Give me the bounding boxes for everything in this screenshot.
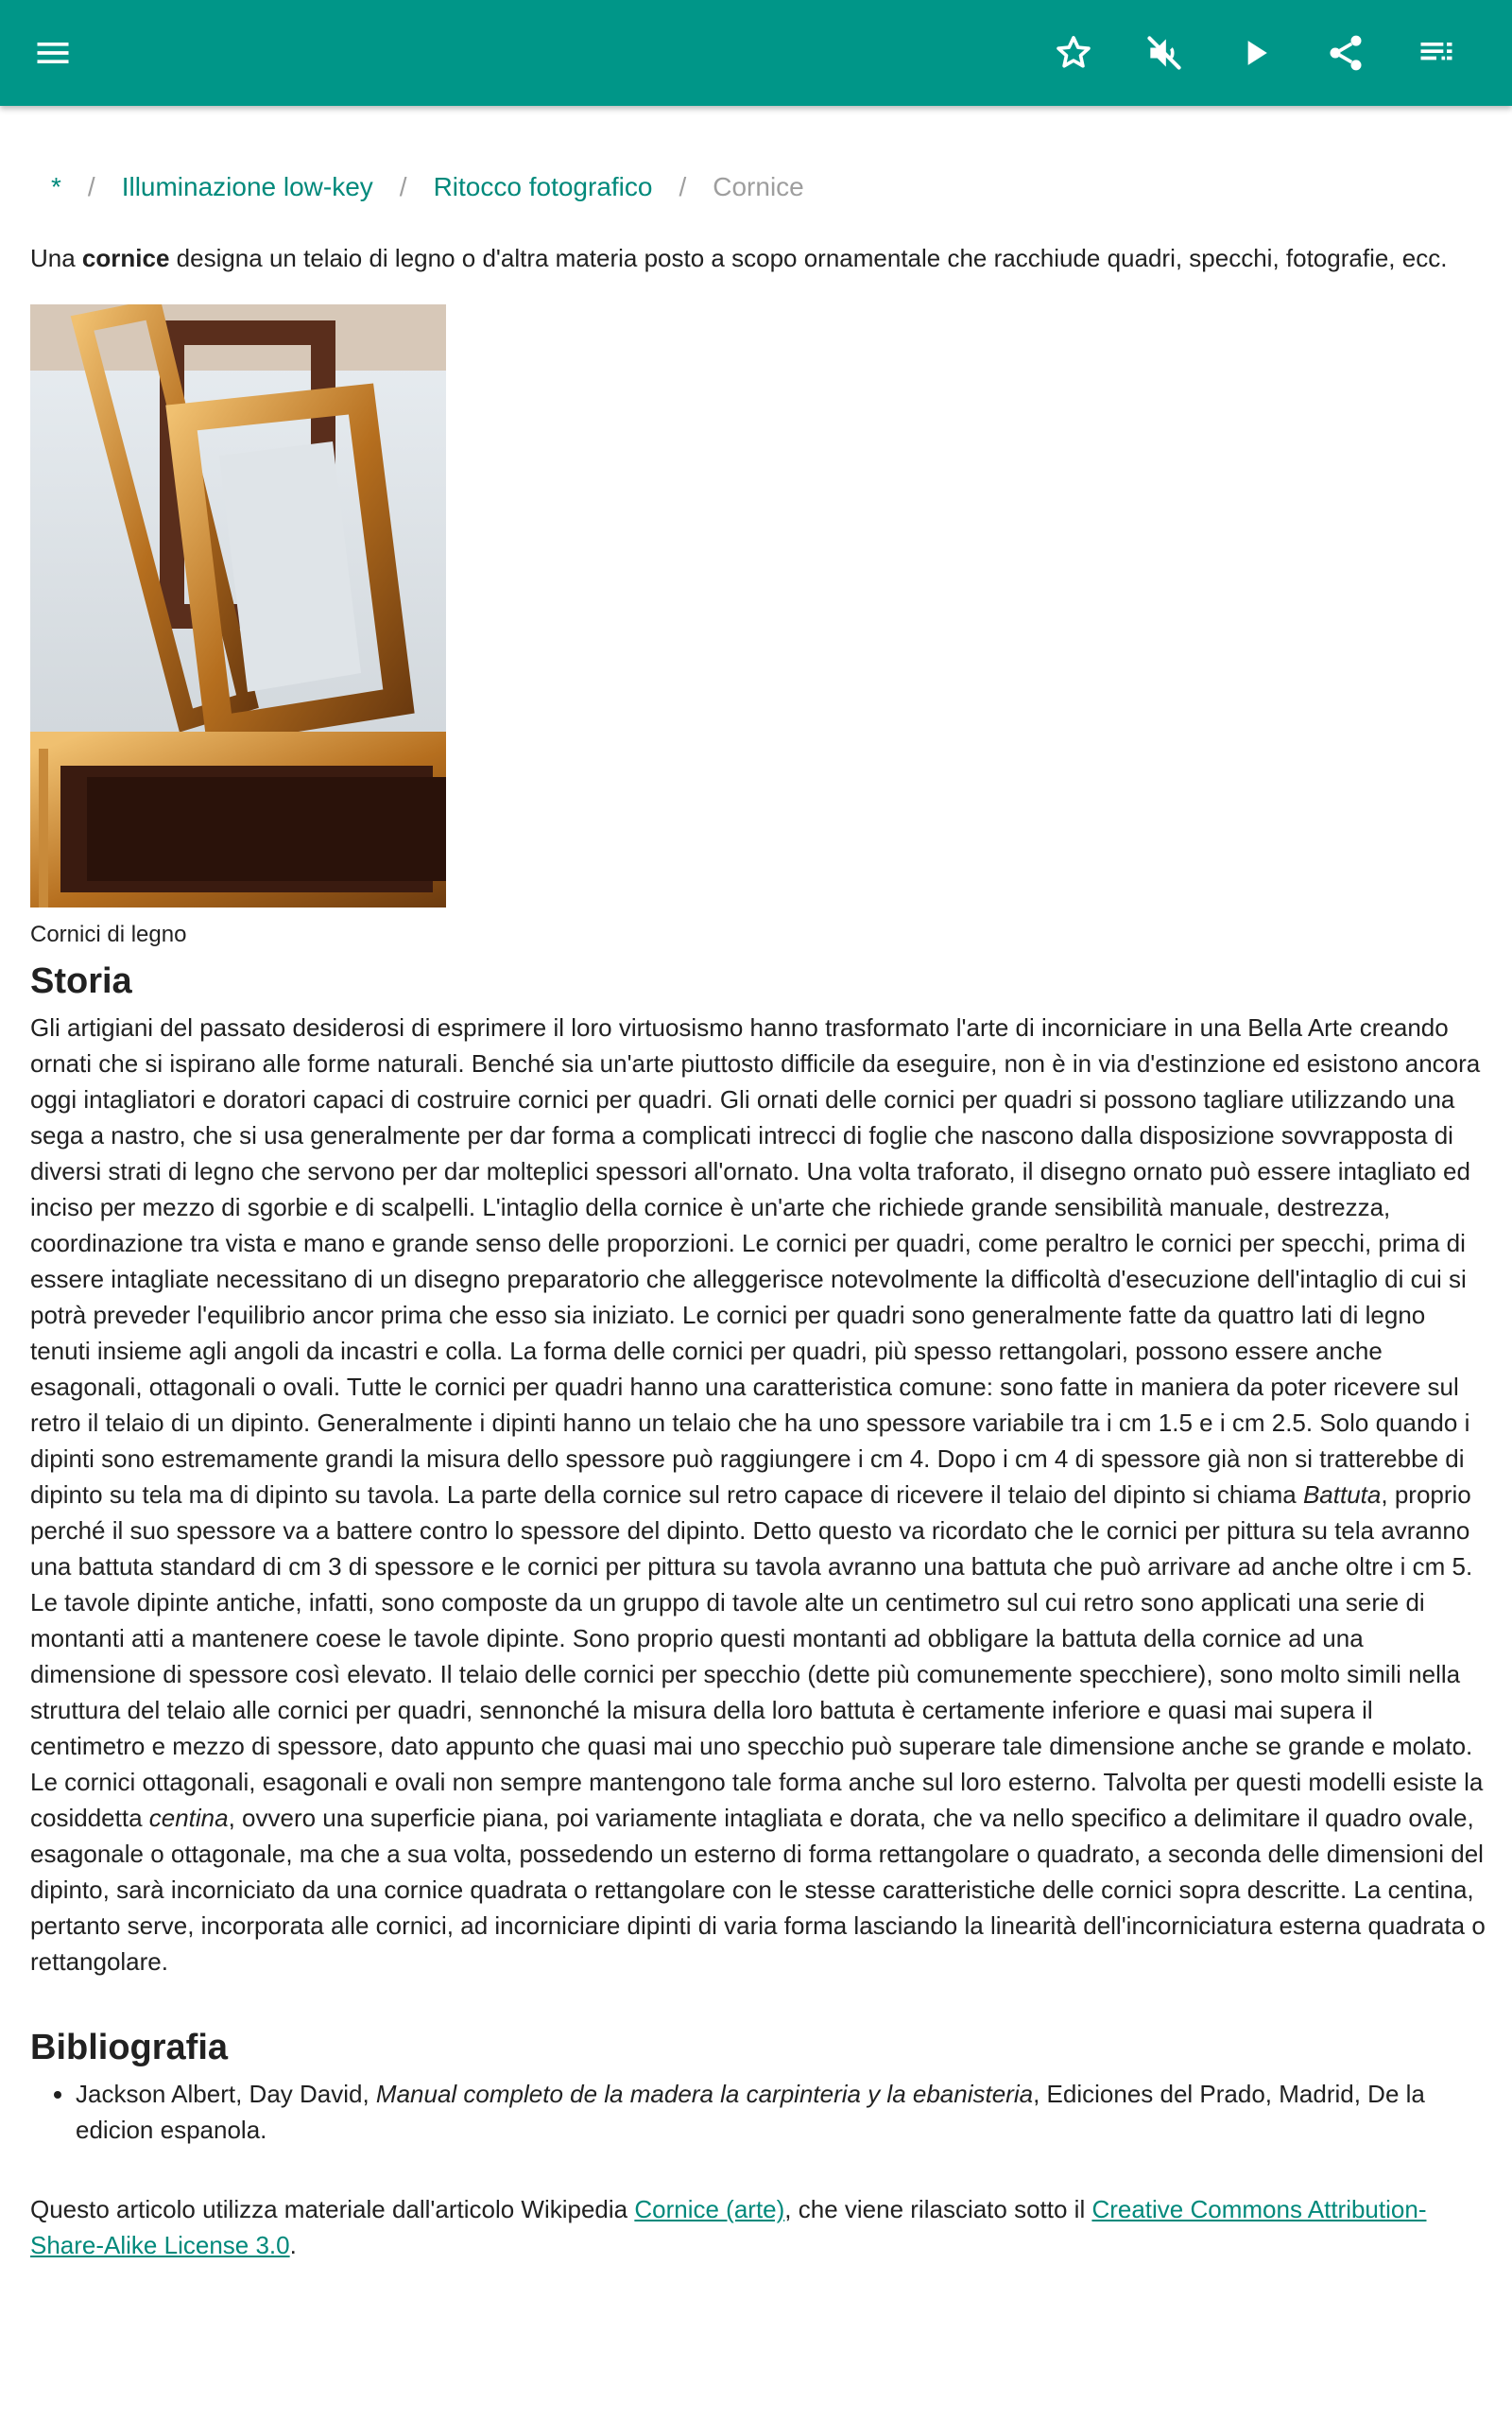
playlist-icon[interactable]	[1408, 25, 1465, 81]
license-note	[30, 2191, 1486, 2263]
storia-paragraph	[30, 1010, 1486, 1979]
bibliography-publisher: , Ediciones del Prado, Madrid, De la edicion espanola.	[76, 2080, 1425, 2144]
breadcrumb-item-illuminazione[interactable]: Illuminazione low-key	[121, 172, 373, 201]
breadcrumb-home[interactable]: *	[51, 172, 61, 201]
storia-text-1: Gli artigiani del passato desiderosi di esprimere il loro virtuosismo hanno trasformato l'arte di incorniciare in una Bella Arte creando ornati che si ispirano alle forme naturali. Benché sia un'arte piuttosto difficile da eseguire, non è in via d'estinzione ed esistono ancora oggi intagliatori e doratori capaci di costruire cornici per quadri. Gli ornati delle cornici per quadri si possono tagliare utilizzando una sega a nastro, che si usa generalmente per dar forma a complicati intrecci di foglie che nascono dalla disposizione sovvrapposta di diversi strati di legno che servono per dar molteplici spessori all'ornato. Una volta traforato, il disegno ornato può essere intagliato ed inciso per mezzo di sgorbie e di scalpelli. L'intaglio della cornice è un'arte che richiede grande sensibilità manuale, destrezza, coordinazione tra vista e mano e grande senso delle proporzioni. Le cornici per quadri, come peraltro le cornici per specchi, prima di essere intagliate necessitano di un disegno preparatorio che alleggerisce notevolmente la difficoltà d'esecuzione dell'intaglio di cui si potrà preveder l'equilibrio ancor prima che esso sia iniziato. Le cornici per quadri sono generalmente fatte da quattro lati di legno tenuti insieme agli angoli da incastri e colla. La forma delle cornici per quadri, più spesso rettangolari, possono essere anche esagonali, ottagonali o ovali. Tutte le cornici per quadri hanno una caratteristica comune: sono fatte in maniera da poter ricevere sul retro il telaio di un dipinto. Generalmente i dipinti hanno un telaio che ha uno spessore variabile tra i cm 1.5 e i cm 2.5. Solo quando i dipinti sono estremamente grandi la misura dello spessore può raggiungere i cm 4. Dopo i cm 4 di spessore già non si tratterebbe di dipinto su tela ma di dipinto su tavola. La parte della cornice sul retro capace di ricevere il telaio del dipinto si chiama	[30, 1013, 1481, 1509]
figure	[30, 304, 446, 951]
section-title-storia: Storia	[30, 961, 132, 1001]
play-icon[interactable]	[1227, 25, 1283, 81]
intro-after: designa un telaio di legno o d'altra materia posto a scopo ornamentale che racchiude quadri, specchi, fotografie, ecc.	[169, 244, 1448, 272]
license-text-after: .	[289, 2231, 297, 2259]
bibliography-authors: Jackson Albert, Day David,	[76, 2080, 376, 2108]
figure-caption: Cornici di legno	[30, 922, 187, 947]
menu-icon[interactable]	[25, 25, 81, 81]
share-icon[interactable]	[1317, 25, 1374, 81]
bibliography-list	[30, 2076, 1486, 2148]
article-content	[30, 142, 1486, 2288]
volume-off-icon[interactable]	[1136, 25, 1193, 81]
bibliography-book-title: Manual completo de la madera la carpinteria y la ebanisteria	[375, 2080, 1034, 2108]
intro-keyword: cornice	[81, 244, 170, 272]
breadcrumb-separator: /	[87, 172, 95, 201]
storia-text-3: , ovvero una superficie piana, poi variamente intagliata e dorata, che va nello specifico a delimitare il quadro ovale, esagonale o ottagonale, ma che a sua volta, possedendo un esterno di forma rettangolare o quadrato, a seconda delle dimensioni del dipinto, sarà incorniciato da una cornice quadrata o rettangolare con le stesse caratteristiche delle cornici sopra descritte. La centina, pertanto serve, incorporata alle cornici, ad incorniciare dipinti di varia forma lasciando la linearità dell'incorniciatura esterna quadrata o rettangolare.	[30, 1804, 1486, 1976]
star-outline-icon[interactable]	[1045, 25, 1102, 81]
cc-license-link[interactable]: Creative Commons Attribution-Share-Alike License 3.0	[30, 2195, 1427, 2259]
bibliography-item	[76, 2076, 1486, 2148]
intro-before: Una	[30, 244, 82, 272]
intro-paragraph	[30, 240, 1486, 276]
frames-photo[interactable]	[30, 304, 446, 908]
app-bar	[0, 0, 1512, 106]
license-text-before: Questo articolo utilizza materiale dall'articolo Wikipedia	[30, 2195, 635, 2223]
breadcrumb-item-ritocco[interactable]: Ritocco fotografico	[433, 172, 653, 201]
storia-term-battuta: Battuta	[1302, 1480, 1382, 1509]
section-title-bibliografia: Bibliografia	[30, 2028, 229, 2067]
wikipedia-article-link[interactable]: Cornice (arte)	[634, 2195, 785, 2223]
breadcrumb-separator: /	[679, 172, 687, 201]
breadcrumb-separator: /	[399, 172, 407, 201]
breadcrumb	[30, 142, 1486, 233]
storia-term-centina: centina	[148, 1804, 229, 1832]
storia-text-2: , proprio perché il suo spessore va a battere contro lo spessore del dipinto. Detto questo va ricordato che le cornici per pittura su tela avranno una battuta standard di cm 3 di spessore e le cornici per pittura su tavola avranno una battuta che può arrivare ad anche oltre i cm 5. Le tavole dipinte antiche, infatti, sono composte da un gruppo di tavole alte un centimetro sul cui retro sono applicati una serie di montanti atti a mantenere coese le tavole dipinte. Sono proprio questi montanti ad obbligare la battuta della cornice ad una dimensione di spessore così elevato. Il telaio delle cornici per specchio (dette più comunemente specchiere), sono molto simili nella struttura del telaio alle cornici per quadri, sennonché la misura della loro battuta è certamente inferiore e quasi mai supera il centimetro e mezzo di spessore, dato appunto che quasi mai uno specchio può superare tale dimensione anche se grande e molato. Le cornici ottagonali, esagonali e ovali non sempre mantengono tale forma anche sul loro esterno. Talvolta per questi modelli esiste la cosiddetta	[30, 1480, 1484, 1832]
breadcrumb-current: Cornice	[713, 172, 804, 201]
license-text-middle: , che viene rilasciato sotto il	[784, 2195, 1092, 2223]
